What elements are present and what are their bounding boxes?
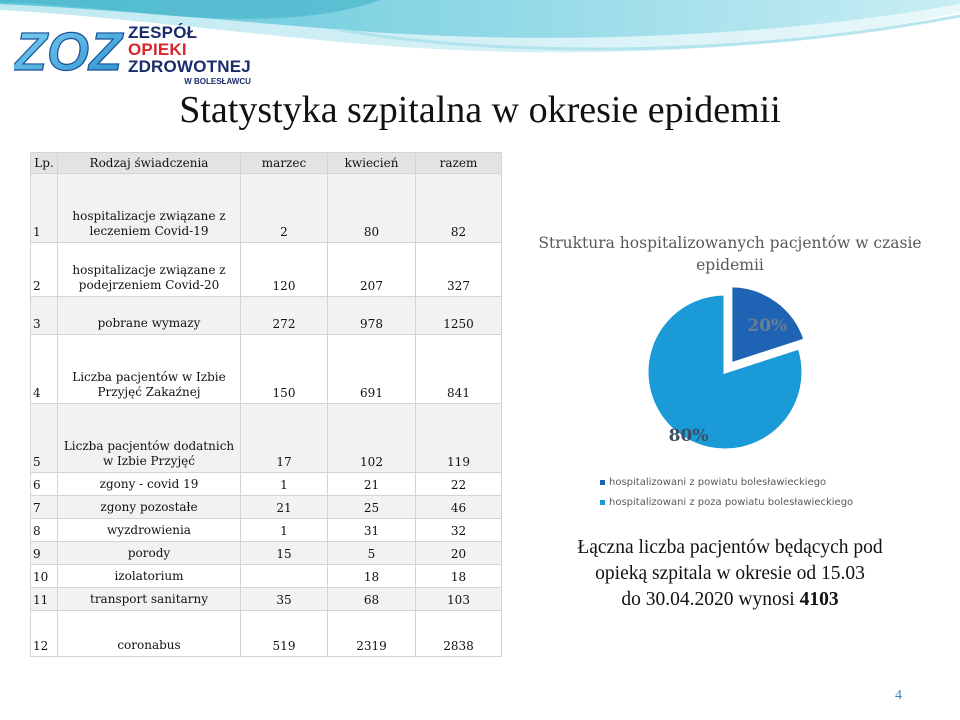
logo-zespol: ZESPÓŁ [128, 23, 198, 42]
cell-april: 68 [328, 588, 416, 611]
logo-zdrowotnej: ZDROWOTNEJ [128, 57, 251, 76]
cell-lp: 5 [31, 404, 58, 473]
cell-lp: 8 [31, 519, 58, 542]
cell-april: 18 [328, 565, 416, 588]
cell-march: 272 [241, 297, 328, 335]
cell-april: 978 [328, 297, 416, 335]
summary-line-1: Łączna liczba pacjentów będących pod [577, 537, 883, 558]
cell-total: 20 [416, 542, 502, 565]
pie-chart-plot [520, 222, 940, 472]
table-row [31, 473, 502, 496]
statistics-table [30, 152, 502, 657]
cell-service-name: zgony - covid 19 [58, 473, 241, 496]
page-number: 4 [895, 688, 902, 703]
cell-total: 46 [416, 496, 502, 519]
zoz-logo-mark [14, 20, 126, 78]
cell-march: 2 [241, 174, 328, 243]
cell-service-name: transport sanitarny [58, 588, 241, 611]
table-row [31, 565, 502, 588]
summary-line-2: opieką szpitala w okresie od 15.03 [595, 563, 865, 584]
cell-march: 519 [241, 611, 328, 657]
table-row [31, 297, 502, 335]
cell-march: 17 [241, 404, 328, 473]
header-lp: Lp. [31, 153, 58, 174]
table-row [31, 519, 502, 542]
header-service-type: Rodzaj świadczenia [58, 153, 241, 174]
cell-march: 1 [241, 519, 328, 542]
cell-march: 21 [241, 496, 328, 519]
cell-march: 1 [241, 473, 328, 496]
cell-april: 80 [328, 174, 416, 243]
chart-title: Struktura hospitalizowanych pacjentów w czasie epidemii [538, 234, 922, 274]
cell-march: 15 [241, 542, 328, 565]
table-row [31, 496, 502, 519]
cell-april: 5 [328, 542, 416, 565]
pie-chart [520, 222, 940, 522]
logo-city: W BOLESŁAWCU [184, 77, 251, 86]
legend-swatch-in-county [600, 480, 605, 485]
cell-service-name: coronabus [58, 611, 241, 657]
cell-lp: 7 [31, 496, 58, 519]
cell-service-name: zgony pozostałe [58, 496, 241, 519]
table-row [31, 335, 502, 404]
cell-april: 2319 [328, 611, 416, 657]
pie-label-in-county: 20% [747, 315, 788, 336]
cell-total: 119 [416, 404, 502, 473]
cell-lp: 6 [31, 473, 58, 496]
cell-service-name: Liczba pacjentów dodatnich w Izbie Przyjęć [58, 404, 241, 473]
cell-march: 35 [241, 588, 328, 611]
cell-march: 150 [241, 335, 328, 404]
summary-line-3: do 30.04.2020 wynosi [621, 589, 795, 610]
cell-total: 1250 [416, 297, 502, 335]
cell-lp: 10 [31, 565, 58, 588]
cell-service-name: porody [58, 542, 241, 565]
cell-service-name: Liczba pacjentów w Izbie Przyjęć Zakaźnej [58, 335, 241, 404]
cell-april: 25 [328, 496, 416, 519]
table-row [31, 611, 502, 657]
cell-lp: 11 [31, 588, 58, 611]
summary-text [520, 535, 940, 613]
cell-total: 22 [416, 473, 502, 496]
cell-service-name: hospitalizacje związane z leczeniem Covid-19 [58, 174, 241, 243]
cell-lp: 1 [31, 174, 58, 243]
table-row [31, 588, 502, 611]
header-april: kwiecień [328, 153, 416, 174]
chart-legend [600, 472, 853, 512]
table-header-row [31, 153, 502, 174]
logo-text [128, 24, 251, 87]
cell-lp: 9 [31, 542, 58, 565]
cell-total: 327 [416, 243, 502, 297]
table-row [31, 243, 502, 297]
cell-march [241, 565, 328, 588]
cell-total: 841 [416, 335, 502, 404]
cell-total: 2838 [416, 611, 502, 657]
cell-april: 31 [328, 519, 416, 542]
cell-april: 21 [328, 473, 416, 496]
table-row [31, 404, 502, 473]
cell-lp: 2 [31, 243, 58, 297]
cell-lp: 3 [31, 297, 58, 335]
header-total: razem [416, 153, 502, 174]
svg-text:ZOZ: ZOZ [14, 22, 122, 78]
cell-april: 691 [328, 335, 416, 404]
page-title: Statystyka szpitalna w okresie epidemii [179, 89, 781, 131]
legend-label-in-county: hospitalizowani z powiatu bolesławieckiego [609, 476, 827, 488]
cell-lp: 12 [31, 611, 58, 657]
legend-swatch-outside-county [600, 500, 605, 505]
table-row [31, 542, 502, 565]
cell-march: 120 [241, 243, 328, 297]
table-row [31, 174, 502, 243]
cell-service-name: izolatorium [58, 565, 241, 588]
legend-label-outside-county: hospitalizowani z poza powiatu bolesławieckiego [609, 496, 854, 508]
zoz-logo [14, 20, 251, 86]
cell-total: 32 [416, 519, 502, 542]
cell-total: 103 [416, 588, 502, 611]
legend-item-in-county [600, 472, 853, 492]
cell-total: 18 [416, 565, 502, 588]
cell-service-name: wyzdrowienia [58, 519, 241, 542]
header-march: marzec [241, 153, 328, 174]
logo-opieki: OPIEKI [128, 40, 187, 59]
cell-service-name: hospitalizacje związane z podejrzeniem Covid-20 [58, 243, 241, 297]
legend-item-outside-county [600, 492, 853, 512]
cell-april: 102 [328, 404, 416, 473]
summary-total: 4103 [799, 589, 839, 610]
cell-service-name: pobrane wymazy [58, 297, 241, 335]
cell-lp: 4 [31, 335, 58, 404]
cell-total: 82 [416, 174, 502, 243]
cell-april: 207 [328, 243, 416, 297]
pie-label-outside-county: 80% [668, 426, 709, 447]
